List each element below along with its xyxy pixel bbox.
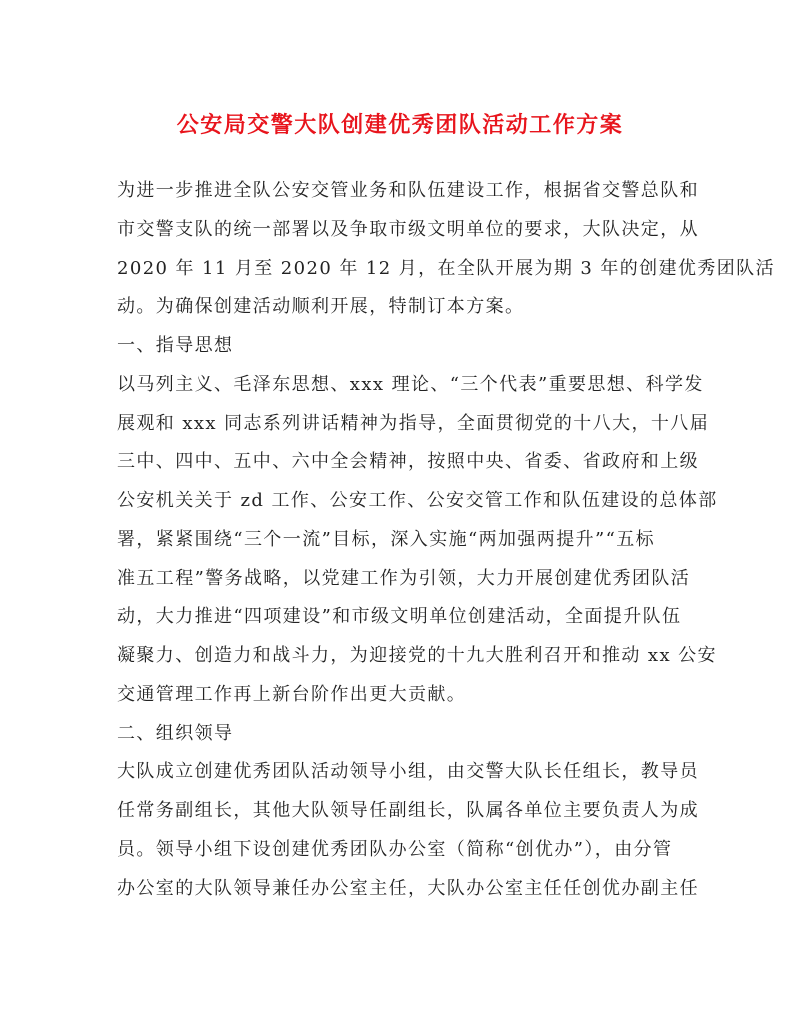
paragraph-line: 准五工程”警务战略，以党建工作为引领，大力开展创建优秀团队活 xyxy=(117,567,691,589)
paragraph-line: 市交警支队的统一部署以及争取市级文明单位的要求，大队决定，从 xyxy=(117,218,699,240)
paragraph-line: 凝聚力、创造力和战斗力，为迎接党的十九大胜利召开和推动 xx 公安 xyxy=(117,645,717,666)
paragraph-line: 任常务副组长，其他大队领导任副组长，队属各单位主要负责人为成 xyxy=(117,800,699,821)
paragraph-line: 署，紧紧围绕“三个一流”目标，深入实施“两加强两提升”“五标 xyxy=(117,528,656,550)
paragraph-line: 员。领导小组下设创建优秀团队办公室（简称“创优办”），由分管 xyxy=(117,838,673,860)
paragraph-line: 三中、四中、五中、六中全会精神，按照中央、省委、省政府和上级 xyxy=(117,451,699,473)
section-heading: 二、组织领导 xyxy=(117,722,234,744)
paragraph-line: 展观和 xxx 同志系列讲话精神为指导，全面贯彻党的十八大，十八届 xyxy=(117,412,710,434)
section-heading: 一、指导思想 xyxy=(117,335,234,356)
paragraph-line: 为进一步推进全队公安交管业务和队伍建设工作，根据省交警总队和 xyxy=(117,180,699,201)
paragraph-line: 办公室的大队领导兼任办公室主任，大队办公室主任任创优办副主任 xyxy=(117,877,699,899)
document-title: 公安局交警大队创建优秀团队活动工作方案 xyxy=(176,112,624,138)
paragraph-line: 动，大力推进“四项建设”和市级文明单位创建活动，全面提升队伍 xyxy=(117,606,682,628)
paragraph-line: 以马列主义、毛泽东思想、xxx 理论、“三个代表”重要思想、科学发 xyxy=(117,373,704,395)
paragraph-line: 动。为确保创建活动顺利开展，特制订本方案。 xyxy=(117,296,525,318)
paragraph-line: 交通管理工作再上新台阶作出更大贡献。 xyxy=(117,683,467,705)
paragraph-line: 2020 年 11 月至 2020 年 12 月，在全队开展为期 3 年的创建优秀团队活 xyxy=(117,257,775,279)
paragraph-line: 公安机关关于 zd 工作、公安工作、公安交管工作和队伍建设的总体部 xyxy=(117,490,718,511)
paragraph-line: 大队成立创建优秀团队活动领导小组，由交警大队长任组长，教导员 xyxy=(117,761,699,783)
